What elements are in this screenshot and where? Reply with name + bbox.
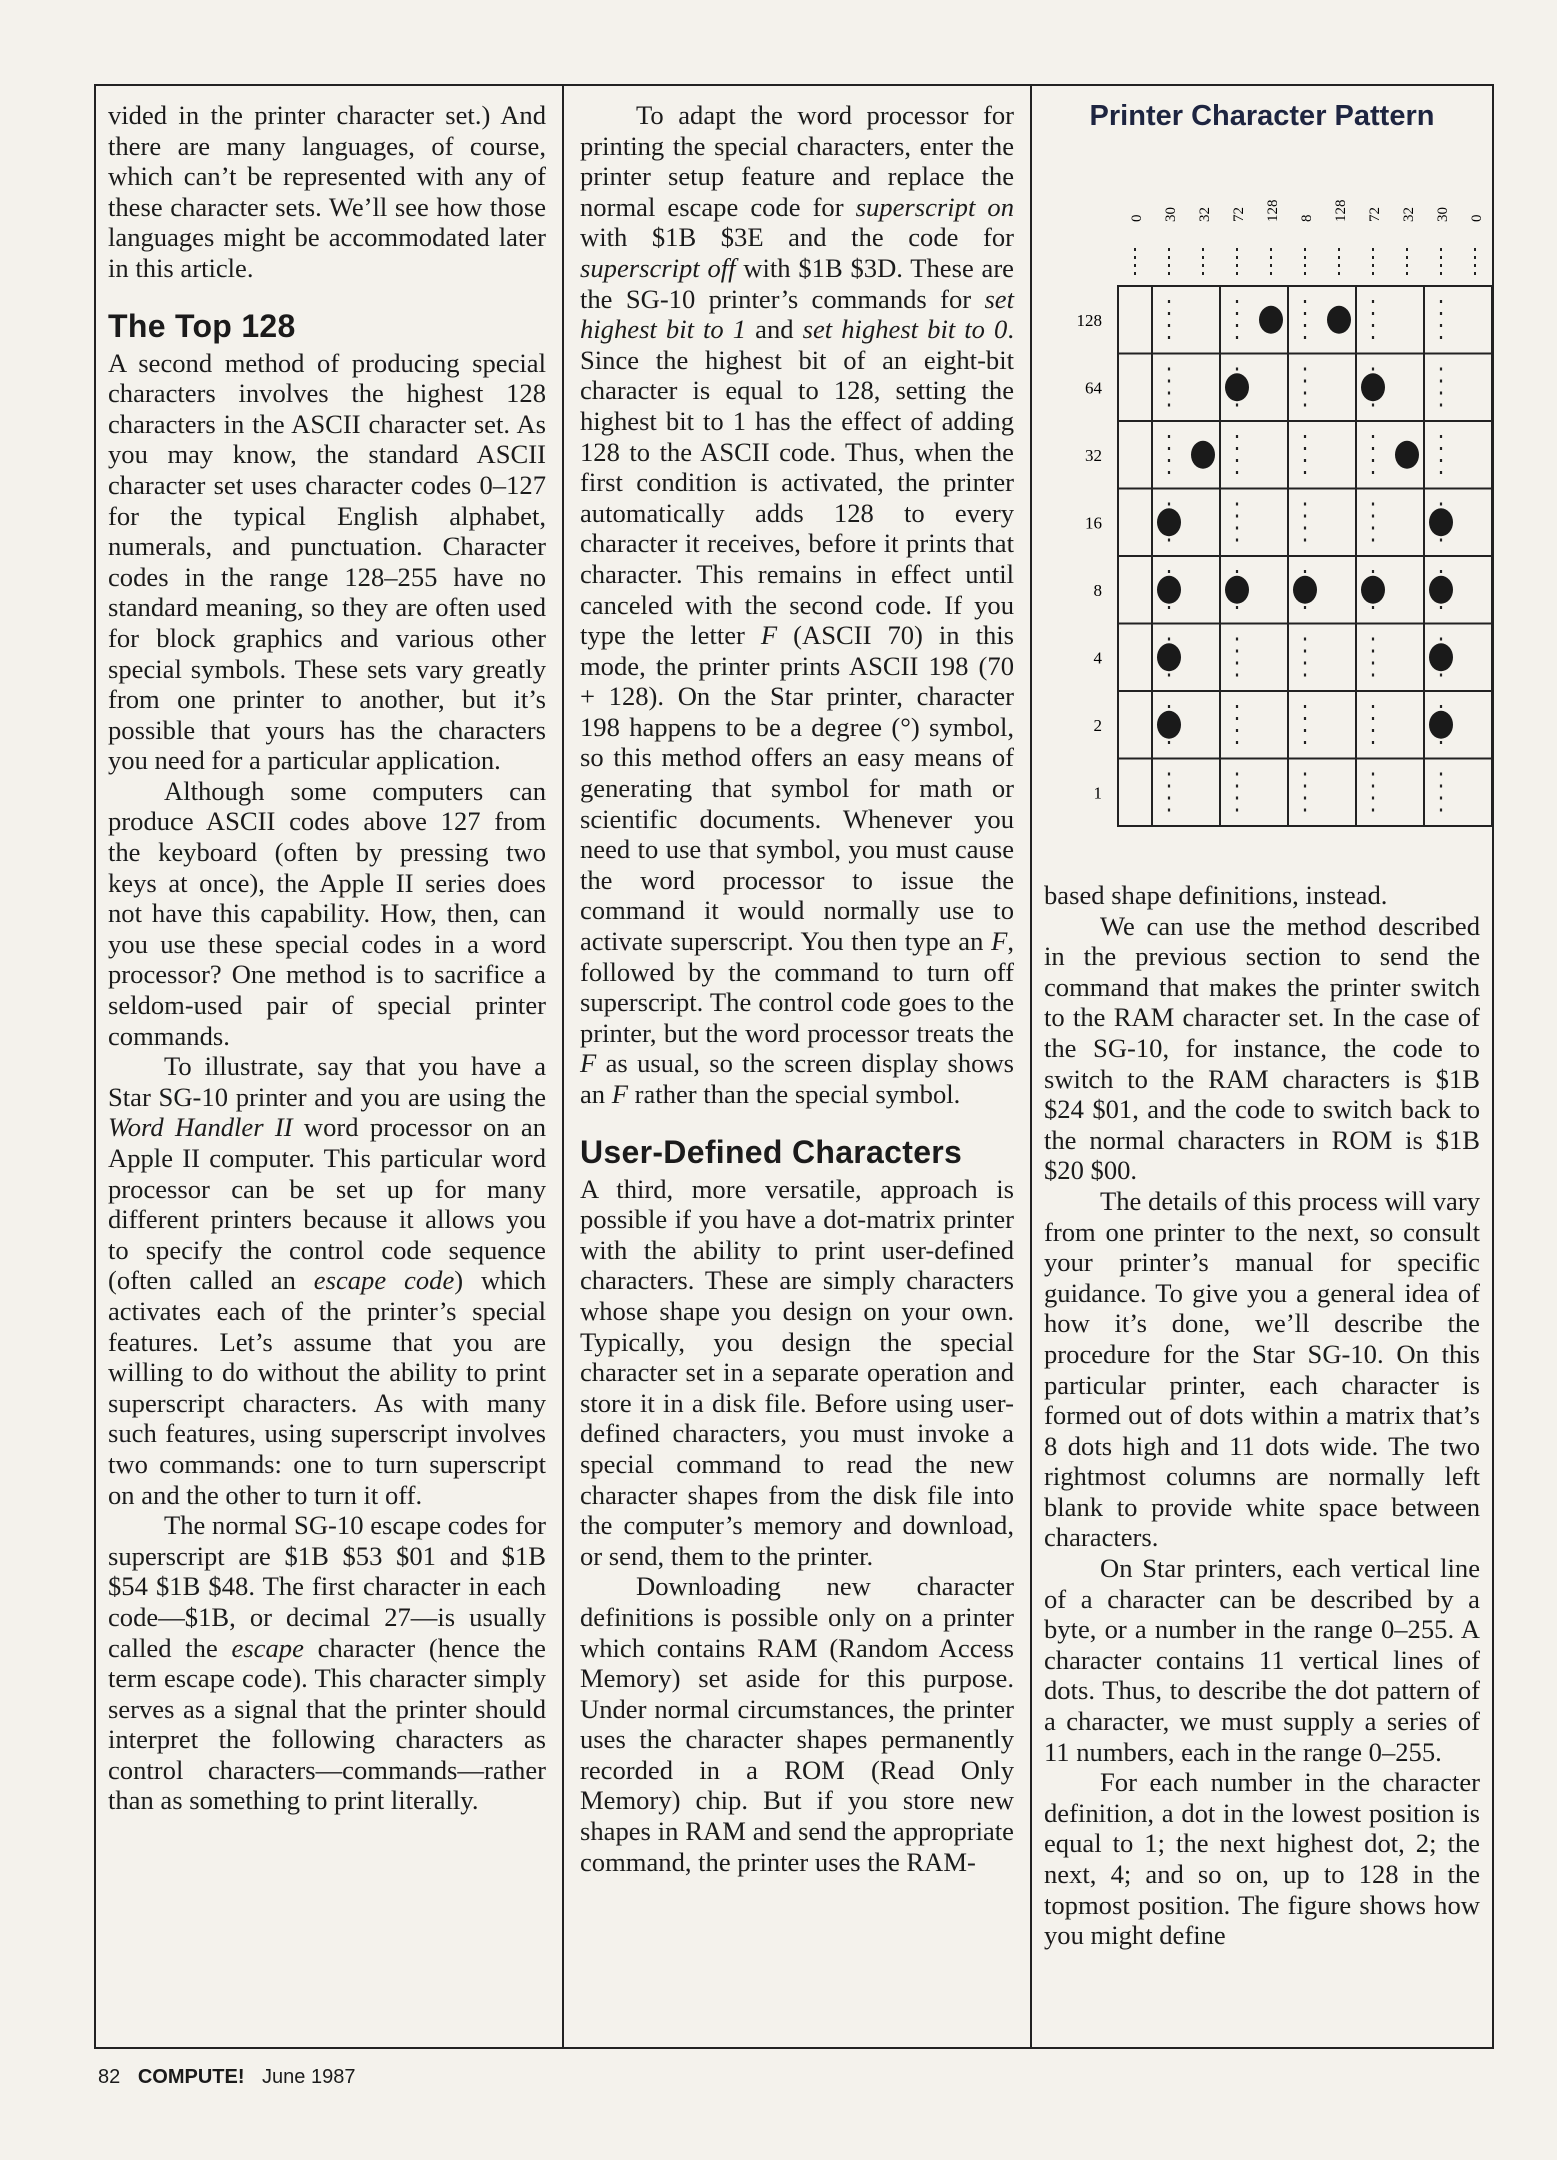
row-value-label: 64 — [1085, 378, 1102, 398]
pattern-dot — [1225, 576, 1249, 604]
magazine-name: COMPUTE! — [137, 2066, 245, 2088]
pattern-grid — [1118, 286, 1492, 826]
page-number: 82 — [98, 2066, 121, 2088]
row-value-label: 16 — [1085, 513, 1102, 533]
row-value-label: 2 — [1093, 715, 1102, 735]
paragraph: vided in the printer character set.) And there are many languages, of course, which can’t be represented with any of these character sets. We’ll see how those languages might be accommodated later in this article. — [108, 100, 546, 283]
pattern-dot — [1191, 441, 1215, 469]
character-pattern-figure — [1044, 170, 1485, 830]
page-footer — [98, 2066, 367, 2089]
pattern-dot — [1327, 306, 1351, 334]
paragraph: On Star printers, each vertical line of a character can be described by a byte, or a number in the range 0–255. A character contains 11 vertical lines of dots. Thus, to describe the dot pattern of a character, we must supply a series of 11 numbers, each in the range 0–255. — [1044, 1553, 1480, 1767]
column-value-label: 0 — [1469, 214, 1485, 222]
column-value-label: 32 — [1401, 207, 1417, 222]
row-value-label: 32 — [1085, 445, 1102, 465]
paragraph: To adapt the word processor for printing the special characters, enter the printer setup feature and replace the normal escape code for superscript on with $1B $3E and the code for superscript off with $1B $3D. These are the SG-10 printer’s commands for set highest bit to 1 and set highest bit to 0. Since the highest bit of an eight-bit character is equal to 128, setting the highest bit to 1 has the effect of adding 128 to the ASCII code. Thus, when the first condition is activated, the printer automatically adds 128 to every character it receives, before it prints that character. This remains in effect until canceled with the second code. If you type the letter F (ASCII 70) in this mode, the printer prints ASCII 198 (70 + 128). On the Star printer, character 198 happens to be a degree (°) symbol, so this method offers an easy means of generating that symbol for math or scientific documents. Whenever you need to use that symbol, you must cause the word processor to issue the command it would normally use to activate superscript. You then type an F, followed by the command to turn off superscript. The control code goes to the printer, but the word processor treats the F as usual, so the screen display shows an F rather than the special symbol. — [580, 100, 1015, 1109]
pattern-dot — [1429, 711, 1453, 739]
paragraph: The normal SG-10 escape codes for superscript are $1B $53 $01 and $1B $54 $1B $48. The first character in each code—$1B, or decimal 27—is usually called the escape character (hence the term escape code). This character simply serves as a signal that the printer should interpret the following characters as control characters—commands—rather than as something to print literally. — [108, 1510, 546, 1816]
pattern-dot — [1429, 508, 1453, 536]
pattern-dot — [1429, 576, 1453, 604]
pattern-dot — [1259, 306, 1283, 334]
paragraph: Downloading new character definitions is possible only on a printer which contains RAM (Random Access Memory) set aside for this purpose. Under normal circumstances, the printer uses the character shapes permanently recorded in a ROM (Read Only Memory) chip. But if you store new shapes in RAM and send the appropriate command, the printer uses the RAM- — [580, 1571, 1014, 1877]
paragraph: For each number in the character definition, a dot in the lowest position is equal to 1; the next highest dot, 2; the next, 4; and so on, up to 128 in the topmost position. The figure shows how you might define — [1044, 1767, 1480, 1951]
pattern-dot — [1157, 711, 1181, 739]
article-column-2 — [580, 100, 1014, 1877]
column-value-label: 72 — [1367, 207, 1383, 222]
paragraph: A second method of producing special characters involves the highest 128 characters in the ASCII character set. As you may know, the standard ASCII character set uses character codes 0–127 for the typical English alphabet, numerals, and punctuation. Character codes in the range 128–255 have no standard meaning, so they are often used for block graphics and various other special symbols. These sets vary greatly from one printer to another, but it’s possible that yours has the characters you need for a particular application. — [108, 347, 546, 776]
column-value-label: 30 — [1435, 207, 1451, 222]
pattern-dot — [1225, 373, 1249, 401]
row-value-label: 1 — [1093, 783, 1102, 803]
paragraph: Although some computers can produce ASCII codes above 127 from the keyboard (often by pressing two keys at once), the Apple II series does not have this capability. How, then, can you use these special codes in a word processor? One method is to sacrifice a seldom-used pair of special printer commands. — [108, 775, 546, 1051]
column-value-label: 8 — [1299, 214, 1315, 222]
row-value-labels — [1077, 311, 1103, 803]
issue-date: June 1987 — [262, 2066, 356, 2088]
pattern-dot — [1395, 441, 1419, 469]
article-column-1 — [108, 100, 546, 1816]
column-value-labels — [1129, 200, 1485, 279]
section-heading-user-defined: User-Defined Characters — [580, 1133, 963, 1170]
pattern-dot — [1157, 643, 1181, 671]
column-value-label: 128 — [1333, 199, 1349, 222]
section-heading-top-128: The Top 128 — [108, 307, 296, 344]
row-value-label: 8 — [1093, 580, 1102, 600]
row-value-label: 128 — [1076, 310, 1102, 330]
pattern-dot — [1293, 576, 1317, 604]
pattern-dot — [1157, 508, 1181, 536]
pattern-dot — [1361, 373, 1385, 401]
pattern-dot — [1429, 643, 1453, 671]
paragraph: We can use the method described in the previous section to send the command that makes the printer switch to the RAM character set. In the case of the SG-10, for instance, the code to switch to the RAM characters is $1B $24 $01, and the code to switch back to the normal characters in ROM is $1B $20 $00. — [1044, 910, 1480, 1186]
column-value-label: 32 — [1197, 207, 1213, 222]
column-value-label: 128 — [1265, 199, 1281, 222]
column-value-label: 30 — [1163, 207, 1179, 222]
pattern-dot — [1157, 576, 1181, 604]
column-value-label: 72 — [1231, 207, 1247, 222]
paragraph: The details of this process will vary from one printer to the next, so consult your printer’s manual for specific guidance. To give you a general idea of how it’s done, we’ll describe the procedure for the Star SG-10. On this particular printer, each character is formed out of dots within a matrix that’s 8 dots high and 11 dots wide. The two rightmost columns are normally left blank to provide white space between characters. — [1044, 1185, 1480, 1553]
figure-title: Printer Character Pattern — [1089, 100, 1435, 132]
pattern-dot — [1361, 576, 1385, 604]
column-rule-2 — [1030, 84, 1032, 2049]
article-column-3 — [1044, 880, 1480, 1951]
paragraph: A third, more versatile, approach is possible if you have a dot-matrix printer with the ability to print user-defined characters. These are simply characters whose shape you design on your own. Typically, you design the special character set in a separate operation and store it in a disk file. Before using user-defined characters, you must invoke a special command to read the new character shapes from the disk file into the computer’s memory and download, or send, them to the printer. — [580, 1173, 1014, 1571]
paragraph: To illustrate, say that you have a Star SG-10 printer and you are using the Word Handler II word processor on an Apple II computer. This particular word processor can be set up for many different printers because it allows you to specify the control code sequence (often called an escape code) which activates each of the printer’s special features. Let’s assume that you are willing to do without the ability to print superscript characters. As with many such features, using superscript involves two commands: one to turn superscript on and the other to turn it off. — [108, 1051, 547, 1510]
row-value-label: 4 — [1093, 648, 1102, 668]
column-rule-1 — [562, 84, 564, 2049]
column-value-label: 0 — [1129, 214, 1145, 222]
paragraph: based shape definitions, instead. — [1044, 880, 1388, 910]
